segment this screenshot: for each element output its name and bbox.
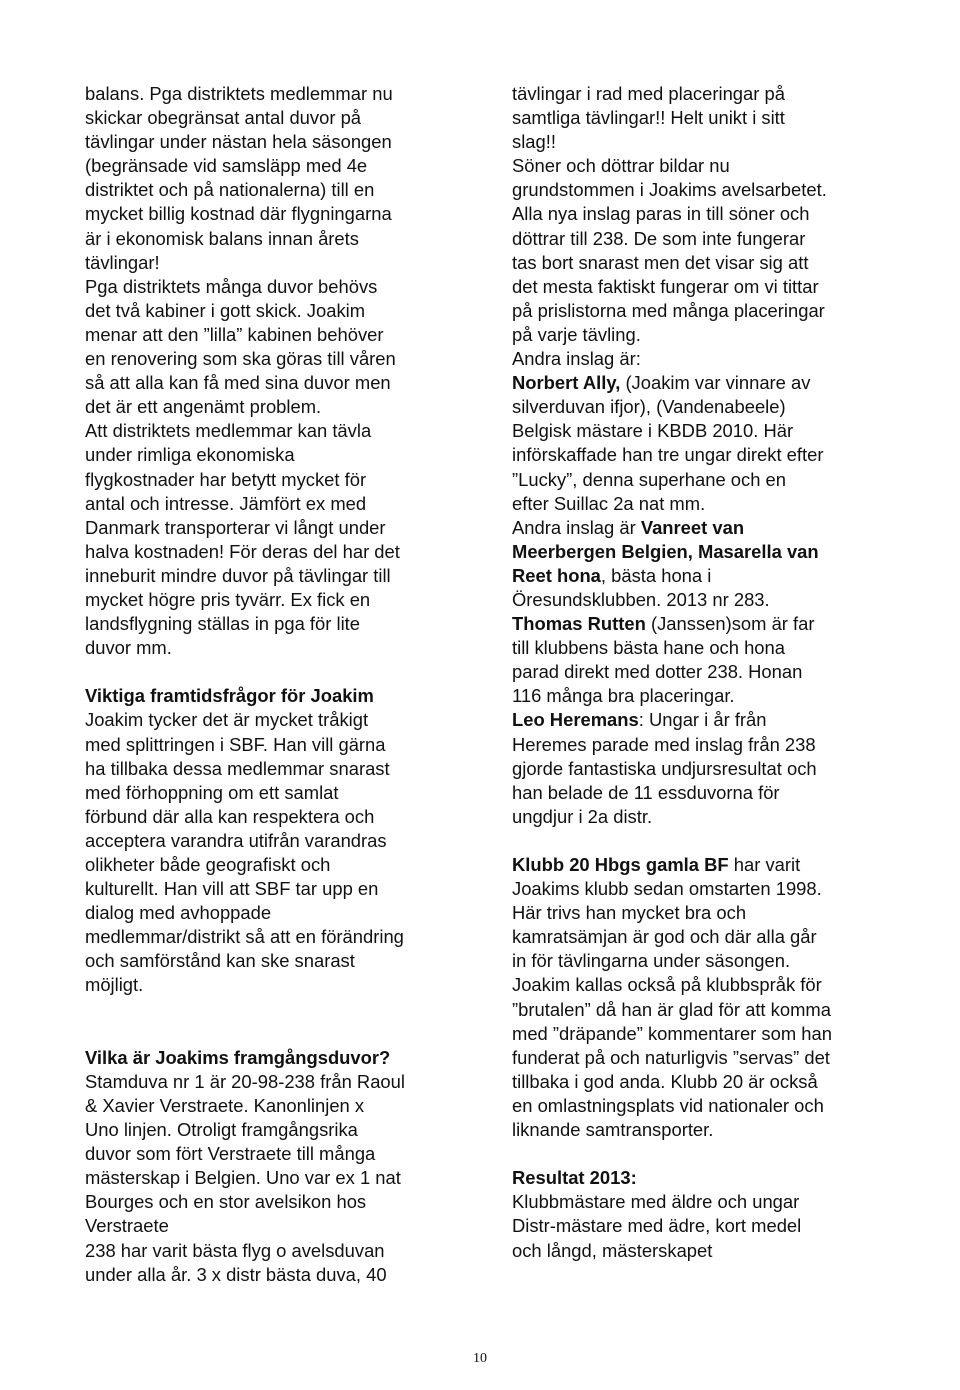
text-run: gjorde fantastiska undjursresultat och xyxy=(512,757,817,779)
text-run: distriktet och på nationalerna) till en xyxy=(85,179,375,201)
text-line xyxy=(85,733,465,757)
text-run: mycket billig kostnad där flygningarna xyxy=(85,203,392,225)
blank-line xyxy=(85,1022,465,1046)
text-run: tas bort snarast men det visar sig att xyxy=(512,251,809,273)
text-line xyxy=(85,1166,465,1190)
text-run: Att distriktets medlemmar kan tävla xyxy=(85,420,372,442)
text-run: silverduvan ifjor), (Vandenabeele) xyxy=(512,396,786,418)
text-run: mästerskap i Belgien. Uno var ex 1 nat xyxy=(85,1167,401,1189)
text-line xyxy=(512,1118,912,1142)
bold-text-run: Vilka är Joakims framgångsduvor? xyxy=(85,1046,391,1068)
text-line xyxy=(85,371,465,395)
text-line xyxy=(512,925,912,949)
text-run: acceptera varandra utifrån varandras xyxy=(85,829,387,851)
text-line xyxy=(512,82,912,106)
text-line xyxy=(512,564,912,588)
text-run: tillbaka i god anda. Klubb 20 är också xyxy=(512,1070,818,1092)
text-run: kulturellt. Han vill att SBF tar upp en xyxy=(85,878,379,900)
text-run: balans. Pga distriktets medlemmar nu xyxy=(85,83,393,104)
text-run: ”brutalen” då han är glad för att komma xyxy=(512,998,831,1020)
text-line xyxy=(85,1142,465,1166)
text-line xyxy=(512,1166,912,1190)
text-line xyxy=(512,853,912,877)
text-run: har varit xyxy=(728,854,801,875)
text-line xyxy=(512,636,912,660)
page-number: 10 xyxy=(473,1351,487,1366)
blank-line xyxy=(85,660,465,684)
text-line xyxy=(512,612,912,636)
text-run: Söner och döttrar bildar nu xyxy=(512,155,730,177)
text-run: Stamduva nr 1 är 20-98-238 från Raoul xyxy=(85,1070,405,1092)
text-line xyxy=(85,684,465,708)
text-line xyxy=(512,540,912,564)
text-line xyxy=(512,1239,912,1263)
text-line xyxy=(512,130,912,154)
text-line xyxy=(85,1094,465,1118)
text-line xyxy=(512,371,912,395)
text-line xyxy=(512,227,912,251)
text-run: slag!! xyxy=(512,131,556,153)
text-line xyxy=(85,347,465,371)
text-line xyxy=(85,443,465,467)
text-run: ”Lucky”, denna superhane och en xyxy=(512,468,787,490)
text-run: (Joakim var vinnare av xyxy=(620,372,811,394)
text-line xyxy=(512,492,912,516)
text-line xyxy=(85,1263,465,1287)
text-run: efter Suillac 2a nat mm. xyxy=(512,492,706,514)
text-run: Belgisk mästare i KBDB 2010. Här xyxy=(512,420,794,442)
text-run: & Xavier Verstraete. Kanonlinjen x xyxy=(85,1094,365,1116)
text-run: Pga distriktets många duvor behövs xyxy=(85,275,378,297)
text-run: olikheter både geografiskt och xyxy=(85,854,331,875)
bold-text-run: Norbert Ally, xyxy=(512,372,621,394)
text-run: mycket högre pris tyvärr. Ex fick en xyxy=(85,588,371,610)
text-run: förbund där alla kan respektera och xyxy=(85,805,375,827)
text-run: Heremes parade med inslag från 238 xyxy=(512,733,816,755)
text-run: 238 har varit bästa flyg o avelsduvan xyxy=(85,1239,385,1261)
text-run: med ”dräpande” kommentarer som han xyxy=(512,1022,832,1044)
text-run: ungdjur i 2a distr. xyxy=(512,805,653,827)
blank-line xyxy=(85,998,465,1022)
text-line xyxy=(512,781,912,805)
text-run: : Ungar i år från xyxy=(638,709,767,731)
text-run: inneburit mindre duvor på tävlingar till xyxy=(85,564,391,586)
text-line xyxy=(85,492,465,516)
text-run: flygkostnader har betytt mycket för xyxy=(85,468,367,490)
text-run: , bästa hona i xyxy=(600,564,712,586)
text-line xyxy=(512,973,912,997)
text-line xyxy=(512,395,912,419)
text-run: till klubbens bästa hane och hona xyxy=(512,637,785,659)
text-line xyxy=(512,1022,912,1046)
text-line xyxy=(85,612,465,636)
text-run: är i ekonomisk balans innan årets xyxy=(85,227,359,249)
text-run: grundstommen i Joakims avelsarbetet. xyxy=(512,179,827,201)
text-run: Andra inslag är: xyxy=(512,348,641,370)
text-run: ha tillbaka dessa medlemmar snarast xyxy=(85,757,390,779)
text-run: Joakim tycker det är mycket tråkigt xyxy=(85,709,369,731)
text-line xyxy=(512,1094,912,1118)
text-run: han belade de 11 essduvorna för xyxy=(512,781,780,803)
text-line xyxy=(85,781,465,805)
text-run: Distr-mästare med ädre, kort medel xyxy=(512,1215,802,1237)
text-run: duvor som fört Verstraete till många xyxy=(85,1143,376,1165)
text-run: så att alla kan få med sina duvor men xyxy=(85,372,391,394)
text-run: under rimliga ekonomiska xyxy=(85,444,295,466)
text-run: med förhoppning om ett samlat xyxy=(85,781,339,803)
text-line xyxy=(85,1070,465,1094)
text-line xyxy=(85,275,465,299)
text-line xyxy=(85,805,465,829)
text-line xyxy=(85,853,465,877)
text-line xyxy=(512,684,912,708)
text-run: halva kostnaden! För deras del har det xyxy=(85,540,400,562)
bold-text-run: Reet hona xyxy=(512,564,601,586)
text-line xyxy=(512,468,912,492)
text-line xyxy=(512,299,912,323)
text-run: landsflygning ställas in pga för lite xyxy=(85,613,360,635)
text-run: kamratsämjan är god och där alla går xyxy=(512,926,817,948)
text-line xyxy=(85,901,465,925)
text-line xyxy=(512,178,912,202)
text-run: in för tävlingarna under säsongen. xyxy=(512,950,791,972)
text-run: dialog med avhoppade xyxy=(85,902,272,924)
text-run: en omlastningsplats vid nationaler och xyxy=(512,1094,824,1116)
text-run: tävlingar! xyxy=(85,251,160,273)
left-text-column xyxy=(85,82,465,1287)
text-line xyxy=(85,395,465,419)
text-run: tävlingar under nästan hela säsongen xyxy=(85,131,392,153)
text-run: en renovering som ska göras till våren xyxy=(85,348,396,370)
text-line xyxy=(512,877,912,901)
bold-text-run: Thomas Rutten xyxy=(512,613,646,635)
right-text-column xyxy=(512,82,912,1263)
text-line xyxy=(85,925,465,949)
text-run: införskaffade han tre ungar direkt efter xyxy=(512,444,824,466)
text-line xyxy=(85,1190,465,1214)
text-line xyxy=(85,227,465,251)
text-line xyxy=(85,564,465,588)
text-line xyxy=(85,540,465,564)
text-run: på prislistorna med många placeringar xyxy=(512,299,825,321)
text-line xyxy=(512,805,912,829)
text-line xyxy=(85,251,465,275)
text-line xyxy=(512,998,912,1022)
text-run: under alla år. 3 x distr bästa duva, 40 xyxy=(85,1263,387,1285)
text-line xyxy=(85,106,465,130)
text-run: Danmark transporterar vi långt under xyxy=(85,516,386,538)
blank-line xyxy=(512,1142,912,1166)
text-run: medlemmar/distrikt så att en förändring xyxy=(85,926,404,948)
text-line xyxy=(512,660,912,684)
text-line xyxy=(85,1046,465,1070)
text-run: (Janssen)som är far xyxy=(645,613,815,635)
text-line xyxy=(512,757,912,781)
text-run: samtliga tävlingar!! Helt unikt i sitt xyxy=(512,107,785,129)
text-line xyxy=(512,1046,912,1070)
bold-text-run: Vanreet van xyxy=(640,516,745,538)
text-run: skickar obegränsat antal duvor på xyxy=(85,107,362,129)
text-line xyxy=(512,347,912,371)
text-line xyxy=(85,299,465,323)
text-line xyxy=(512,323,912,347)
text-line xyxy=(85,829,465,853)
text-line xyxy=(85,82,465,106)
text-run: möjligt. xyxy=(85,974,144,996)
text-run: Joakim kallas också på klubbspråk för xyxy=(512,974,822,996)
text-line xyxy=(85,154,465,178)
text-line xyxy=(85,419,465,443)
text-line xyxy=(85,757,465,781)
text-run: antal och intresse. Jämfört ex med xyxy=(85,492,367,514)
text-run: Bourges och en stor avelsikon hos xyxy=(85,1191,367,1213)
text-run: duvor mm. xyxy=(85,637,172,659)
text-line xyxy=(85,1214,465,1238)
text-run: det mesta faktiskt fungerar om vi tittar xyxy=(512,275,819,297)
text-run: Alla nya inslag paras in till söner och xyxy=(512,203,810,225)
bold-text-run: Viktiga framtidsfrågor för Joakim xyxy=(85,685,374,707)
blank-line xyxy=(512,829,912,853)
text-line xyxy=(85,973,465,997)
text-run: med splittringen i SBF. Han vill gärna xyxy=(85,733,386,755)
text-line xyxy=(512,154,912,178)
text-line xyxy=(85,323,465,347)
text-line xyxy=(85,178,465,202)
text-line xyxy=(512,901,912,925)
text-run: det två kabiner i gott skick. Joakim xyxy=(85,299,366,321)
text-line xyxy=(512,443,912,467)
text-line xyxy=(512,733,912,757)
text-line xyxy=(85,588,465,612)
text-line xyxy=(512,516,912,540)
text-line xyxy=(85,202,465,226)
text-run: tävlingar i rad med placeringar på xyxy=(512,83,785,104)
text-run: Andra inslag är xyxy=(512,516,641,538)
text-run: Klubbmästare med äldre och ungar xyxy=(512,1191,800,1213)
text-line xyxy=(512,419,912,443)
text-line xyxy=(85,130,465,154)
text-line xyxy=(85,636,465,660)
text-run: parad direkt med dotter 238. Honan xyxy=(512,661,803,683)
text-run: Joakims klubb sedan omstarten 1998. xyxy=(512,878,822,900)
text-run: menar att den ”lilla” kabinen behöver xyxy=(85,323,384,345)
text-line xyxy=(85,468,465,492)
text-run: på varje tävling. xyxy=(512,323,641,345)
text-run: och samförstånd kan ske snarast xyxy=(85,950,355,972)
text-line xyxy=(512,251,912,275)
text-line xyxy=(512,949,912,973)
text-line xyxy=(85,708,465,732)
text-line xyxy=(512,1070,912,1094)
bold-text-run: Resultat 2013: xyxy=(512,1167,637,1189)
text-run: (begränsade vid samsläpp med 4e xyxy=(85,155,368,177)
text-run: döttrar till 238. De som inte fungerar xyxy=(512,227,806,249)
bold-text-run: Leo Heremans xyxy=(512,709,639,731)
text-line xyxy=(512,106,912,130)
text-run: funderat på och naturligvis ”servas” det xyxy=(512,1046,830,1068)
text-run: Uno linjen. Otroligt framgångsrika xyxy=(85,1119,358,1141)
bold-text-run: Klubb 20 Hbgs gamla BF xyxy=(512,854,729,875)
text-line xyxy=(512,708,912,732)
text-line xyxy=(85,1239,465,1263)
text-line xyxy=(512,1190,912,1214)
text-line xyxy=(85,949,465,973)
text-line xyxy=(512,1214,912,1238)
text-run: och långd, mästerskapet xyxy=(512,1239,713,1261)
bold-text-run: Meerbergen Belgien, Masarella van xyxy=(512,540,819,562)
text-run: 116 många bra placeringar. xyxy=(512,685,735,707)
text-run: Här trivs han mycket bra och xyxy=(512,902,747,924)
text-run: Verstraete xyxy=(85,1215,169,1237)
text-line xyxy=(512,275,912,299)
text-run: liknande samtransporter. xyxy=(512,1119,714,1141)
text-line xyxy=(512,588,912,612)
text-line xyxy=(512,202,912,226)
text-run: Öresundsklubben. 2013 nr 283. xyxy=(512,588,770,610)
text-line xyxy=(85,516,465,540)
text-line xyxy=(85,877,465,901)
text-line xyxy=(85,1118,465,1142)
text-run: det är ett angenämt problem. xyxy=(85,396,322,418)
